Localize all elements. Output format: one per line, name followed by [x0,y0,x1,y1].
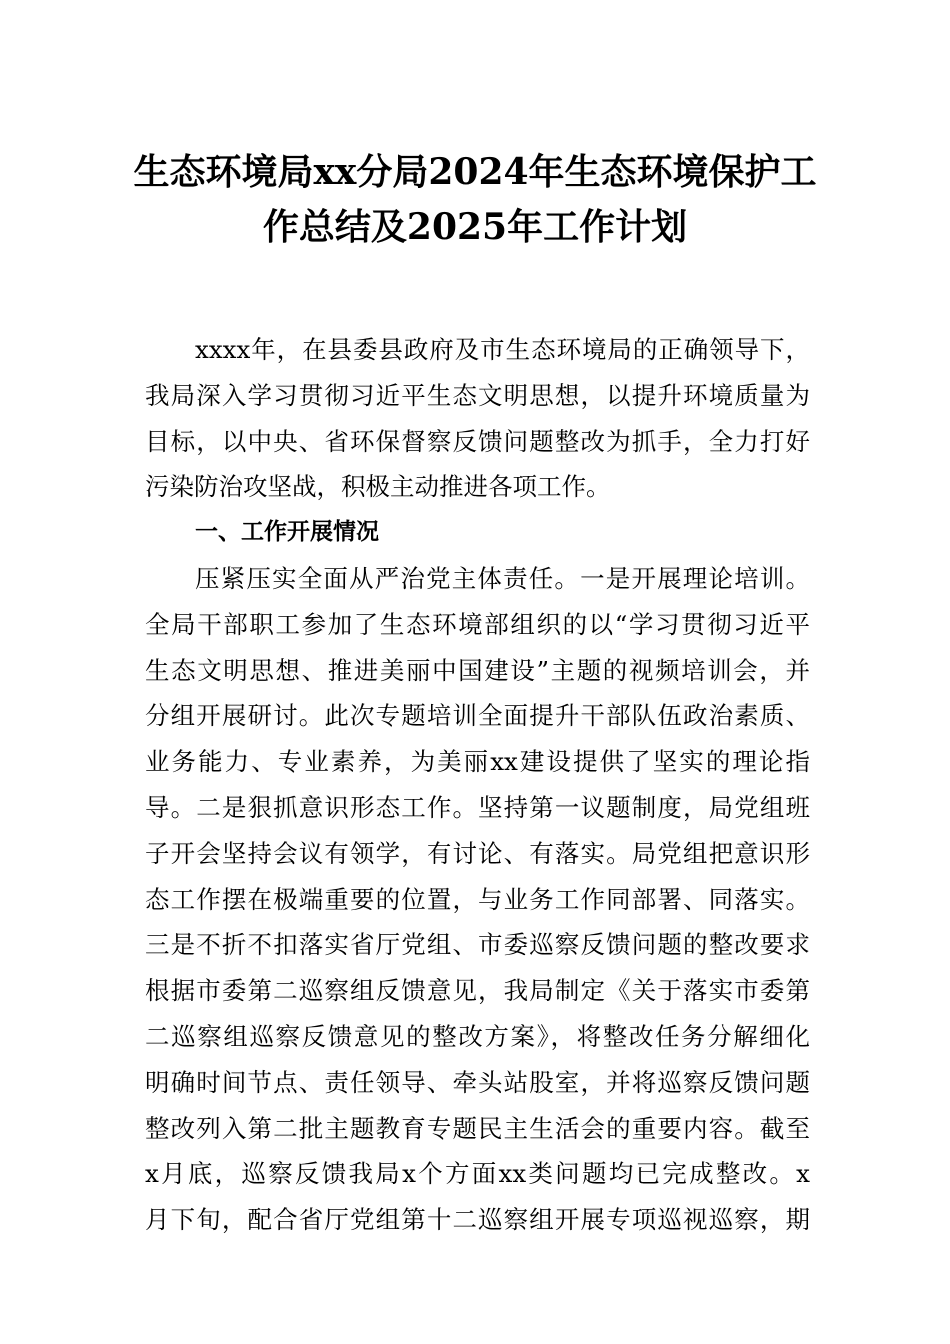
paragraph-line: 生态文明思想、推进美丽中国建设”主题的视频培训会，并 [145,655,810,685]
paragraph-line: 三是不折不扣落实省厅党组、市委巡察反馈问题的整改要求 [145,930,810,960]
document-title [120,145,830,255]
title-line: 生态环境局xx分局2024年生态环境保护工 [133,151,817,193]
document-body [145,327,810,1243]
paragraph-line: 态工作摆在极端重要的位置，与业务工作同部署、同落实。 [145,884,810,914]
paragraph-line: 我局深入学习贯彻习近平生态文明思想，以提升环境质量为 [145,380,810,410]
title-line: 作总结及2025年工作计划 [262,206,688,248]
paragraph-line: 目标，以中央、省环保督察反馈问题整改为抓手，全力打好 [145,426,810,456]
paragraph-line: 导。二是狠抓意识形态工作。坚持第一议题制度，局党组班 [145,792,810,822]
paragraph-line: 污染防治攻坚战，积极主动推进各项工作。 [145,472,611,502]
paragraph-line: 全局干部职工参加了生态环境部组织的以“学习贯彻习近平 [145,609,810,639]
paragraph-line: 整改列入第二批主题教育专题民主生活会的重要内容。截至 [145,1113,810,1143]
paragraph-line: 根据市委第二巡察组反馈意见，我局制定《关于落实市委第 [145,976,810,1006]
paragraph-line: 分组开展研讨。此次专题培训全面提升干部队伍政治素质、 [145,701,810,731]
paragraph-line: 压紧压实全面从严治党主体责任。一是开展理论培训。 [195,563,810,593]
paragraph-line: 子开会坚持会议有领学，有讨论、有落实。局党组把意识形 [145,838,810,868]
paragraph-line: 月下旬，配合省厅党组第十二巡察组开展专项巡视巡察，期 [145,1205,810,1235]
section-heading: 一、工作开展情况 [195,519,379,546]
paragraph-line: 二巡察组巡察反馈意见的整改方案》，将整改任务分解细化 [145,1021,810,1051]
paragraph-line: 业务能力、专业素养，为美丽xx建设提供了坚实的理论指 [145,747,810,777]
paragraph-line: 明确时间节点、责任领导、牵头站股室，并将巡察反馈问题 [145,1067,810,1097]
paragraph-line: x月底，巡察反馈我局x个方面xx类问题均已完成整改。x [145,1159,810,1189]
paragraph-line: xxxx年，在县委县政府及市生态环境局的正确领导下， [195,335,810,364]
